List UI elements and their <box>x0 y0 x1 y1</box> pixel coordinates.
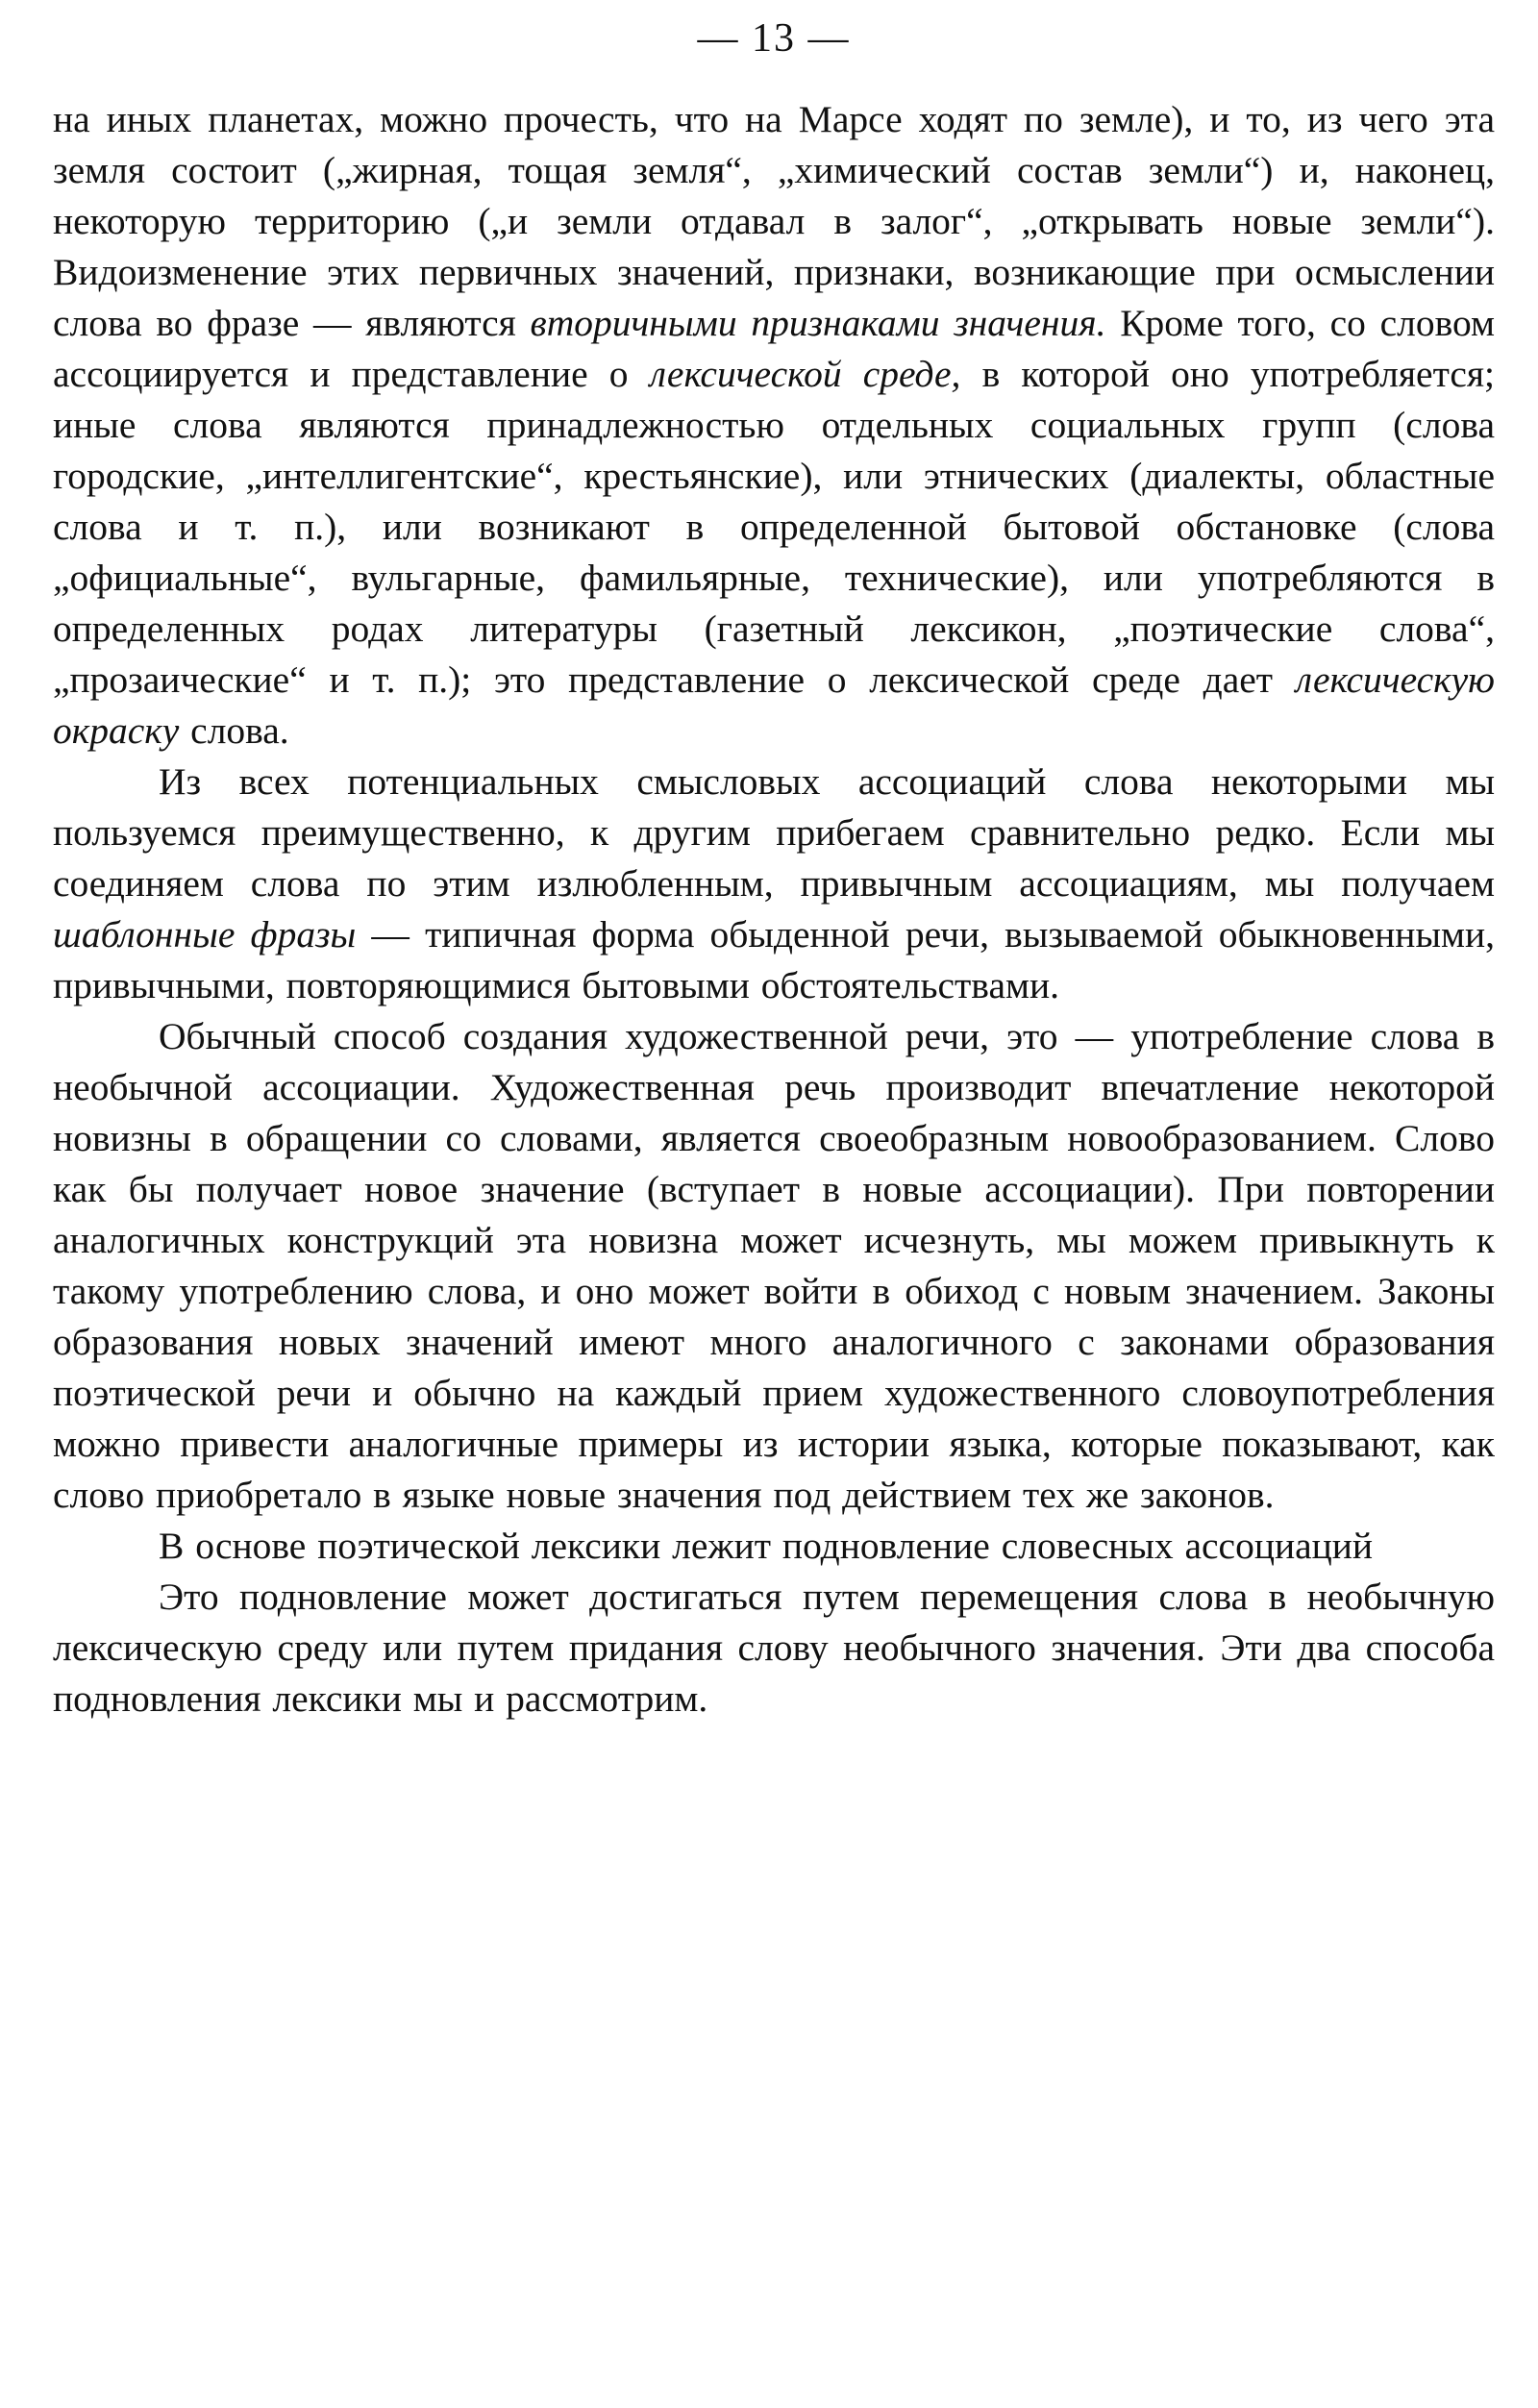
page-body <box>53 94 1495 1725</box>
text-fragment: на иных планетах, можно прочесть, что на Марсе ходят по земле), и то, из чего эта земля состоит („жирная, тощая земля“, „химический состав земли“) и, наконец, некоторую территорию („и земли отдавал в залог“, „открывать новые земли“). Видоизменение этих первичных значений, признаки, возникающие при осмыслении слова во фразе — являются <box>53 98 1495 344</box>
paragraph <box>53 1011 1495 1521</box>
page-number: — 13 — <box>697 16 851 61</box>
paragraph <box>53 757 1495 1011</box>
text-fragment: В основе поэтической лексики лежит подновление словесных ассоциаций <box>159 1525 1374 1567</box>
text-fragment: Это подновление может достигаться путем перемещения слова в необычную лексическую среду или путем придания слову необычного значения. Эти два способа подновления лексики мы и рассмотрим. <box>53 1576 1495 1720</box>
text-fragment: в которой оно употребляется; иные слова являются принадлежностью отдельных социальных групп (слова городские, „интеллигентские“, крестьянские), или этнических (диалекты, областные слова и т. п.), или возникают в определенной бытовой обстановке (слова „официальные“, вульгарные, фамильярные, технические), или употребляются в определенных родах литературы (газетный лексикон, „поэтические слова“, „прозаические“ и т. п.); это представление о лексической среде дает <box>53 353 1495 701</box>
paragraph <box>53 1572 1495 1725</box>
text-fragment: Обычный способ создания художественной речи, это — употребление слова в необычной ассоциации. Художественная речь производит впечатление некоторой новизны в обращении со словами, является своеобразным новообразованием. Слово как бы получает новое значение (вступает в новые ассоциации). При повторении аналогичных конструкций эта новизна может исчезнуть, мы можем привыкнуть к такому употреблению слова, и оно может войти в обиход с новым значением. Законы образования новых значений имеют много аналогичного с законами образования поэтической речи и обычно на каждый прием художественного словоупотребления можно привести аналогичные примеры из истории языка, которые показывают, как слово приобретало в языке новые значения под действием тех же законов. <box>53 1015 1495 1516</box>
italic-term: лексической среде, <box>649 353 961 395</box>
text-fragment: слова. <box>179 709 289 752</box>
paragraph <box>53 1521 1495 1572</box>
book-page <box>53 10 1495 2394</box>
text-fragment: Кроме того, со словом ассоциируется и представление о <box>53 302 1495 395</box>
italic-term: вторичными признаками значения. <box>530 302 1106 344</box>
text-fragment: — типичная форма обыденной речи, вызываемой обыкновенными, привычными, повторяющимися бытовыми обстоятельствами. <box>53 913 1495 1006</box>
italic-term: лексическую окраску <box>53 658 1495 752</box>
paragraph <box>53 94 1495 757</box>
text-fragment: Из всех потенциальных смысловых ассоциаций слова некоторыми мы пользуемся преимущественно, к другим прибегаем сравнительно редко. Если мы соединяем слова по этим излюбленным, привычным ассоциациям, мы получаем <box>53 760 1495 905</box>
italic-term: шаблонные фразы <box>53 913 357 956</box>
